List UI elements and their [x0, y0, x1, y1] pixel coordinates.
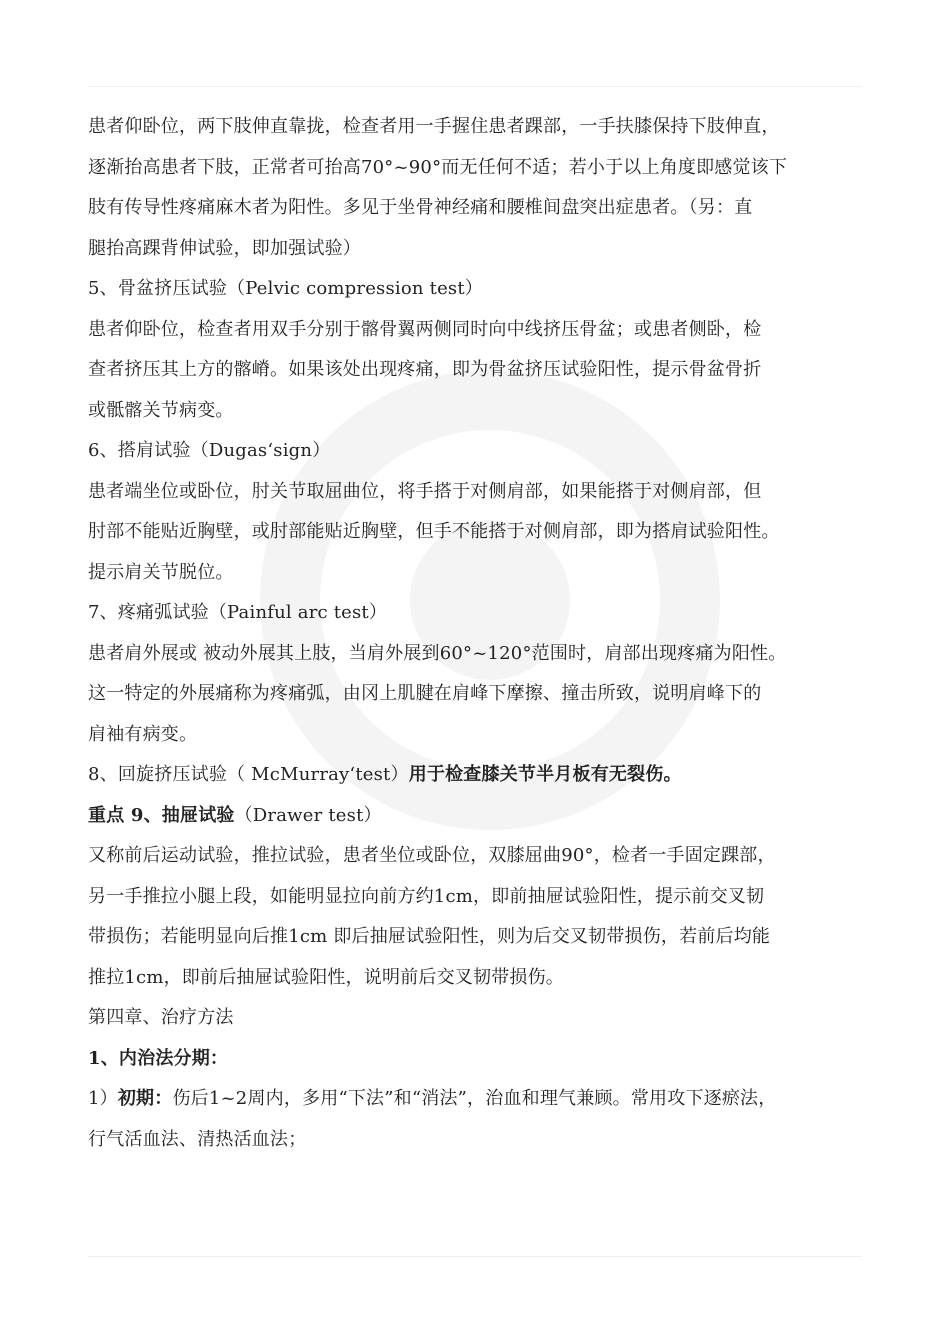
text-span: 肢有传导性疼痛麻木者为阳性。多见于坐骨神经痛和腰椎间盘突出症患者。（另：直: [88, 197, 753, 218]
text-span: 肘部不能贴近胸壁，或肘部能贴近胸壁，但手不能搭于对侧肩部，即为搭肩试验阳性。: [88, 521, 780, 542]
text-line: [88, 391, 888, 432]
text-line: [88, 593, 888, 634]
text-span: 患者仰卧位，两下肢伸直靠拢，检查者用一手握住患者踝部，一手扶膝保持下肢伸直，: [88, 116, 780, 137]
text-line: [88, 917, 888, 958]
text-line: [88, 1079, 888, 1120]
text-span: 1）: [88, 1088, 118, 1109]
text-span: 腿抬高踝背伸试验，即加强试验）: [88, 237, 361, 259]
text-line: [88, 755, 888, 796]
text-span: 肩袖有病变。: [88, 723, 198, 745]
text-span: （Drawer test）: [234, 804, 382, 826]
text-line: [88, 877, 888, 918]
text-line: [88, 350, 888, 391]
bold-text: 用于检查膝关节半月板有无裂伤。: [408, 764, 682, 785]
text-line: [88, 796, 888, 837]
text-span: 患者仰卧位，检查者用双手分别于髂骨翼两侧同时向中线挤压骨盆；或患者侧卧，检: [88, 318, 762, 340]
text-line: [88, 310, 888, 351]
text-line: [88, 998, 888, 1039]
text-line: [88, 512, 888, 553]
text-line: [88, 1039, 888, 1080]
text-line: [88, 958, 888, 999]
text-line: [88, 229, 888, 270]
text-line: [88, 674, 888, 715]
text-line: [88, 472, 888, 513]
header-rule: [88, 86, 862, 87]
text-span: 或骶髂关节病变。: [88, 399, 234, 421]
text-line: [88, 269, 888, 310]
text-span: 另一手推拉小腿上段，如能明显拉向前方约1cm，即前抽屉试验阳性，提示前交叉韧: [88, 885, 765, 907]
text-span: 推拉1cm，即前后抽屉试验阳性，说明前后交叉韧带损伤。: [88, 966, 564, 988]
text-span: 第四章、治疗方法: [88, 1007, 234, 1028]
text-line: [88, 553, 888, 594]
text-line: [88, 148, 888, 189]
text-span: 又称前后运动试验，推拉试验，患者坐位或卧位，双膝屈曲90°，检者一手固定踝部，: [88, 845, 776, 866]
text-line: [88, 715, 888, 756]
text-span: 查者挤压其上方的髂嵴。如果该处出现疼痛，即为骨盆挤压试验阳性，提示骨盆骨折: [88, 359, 762, 380]
text-span: 逐渐抬高患者下肢，正常者可抬高70°~90°而无任何不适；若小于以上角度即感觉该下: [88, 156, 788, 178]
footer-rule: [88, 1256, 862, 1257]
text-line: [88, 188, 888, 229]
bold-text: 重点 9、抽屉试验: [88, 804, 235, 826]
text-line: [88, 431, 888, 472]
text-line: [88, 634, 888, 675]
text-line: [88, 1120, 888, 1161]
text-line: [88, 107, 888, 148]
text-span: 伤后1~2周内，多用“下法”和“消法”，治血和理气兼顾。常用攻下逐瘀法，: [172, 1088, 777, 1109]
bold-text: 初期：: [117, 1088, 173, 1109]
text-span: 行气活血法、清热活血法；: [88, 1128, 307, 1150]
text-span: 提示肩关节脱位。: [88, 561, 234, 583]
text-span: 8、回旋挤压试验（ McMurray‘test）: [88, 764, 409, 785]
text-span: 这一特定的外展痛称为疼痛弧，由冈上肌腱在肩峰下摩擦、撞击所致，说明肩峰下的: [88, 683, 762, 704]
text-line: [88, 836, 888, 877]
bold-text: 1、内治法分期：: [88, 1047, 229, 1069]
text-span: 5、骨盆挤压试验（Pelvic compression test）: [88, 278, 483, 299]
text-span: 7、疼痛弧试验（Painful arc test）: [88, 602, 388, 623]
document-body: [88, 107, 888, 1160]
text-span: 患者端坐位或卧位，肘关节取屈曲位，将手搭于对侧肩部，如果能搭于对侧肩部，但: [88, 480, 762, 502]
text-span: 6、搭肩试验（Dugas‘sign）: [88, 440, 331, 461]
text-span: 患者肩外展或 被动外展其上肢，当肩外展到60°~120°范围时，肩部出现疼痛为阳性。: [88, 642, 787, 664]
text-span: 带损伤；若能明显向后推1cm 即后抽屉试验阳性，则为后交叉韧带损伤，若前后均能: [88, 926, 771, 947]
